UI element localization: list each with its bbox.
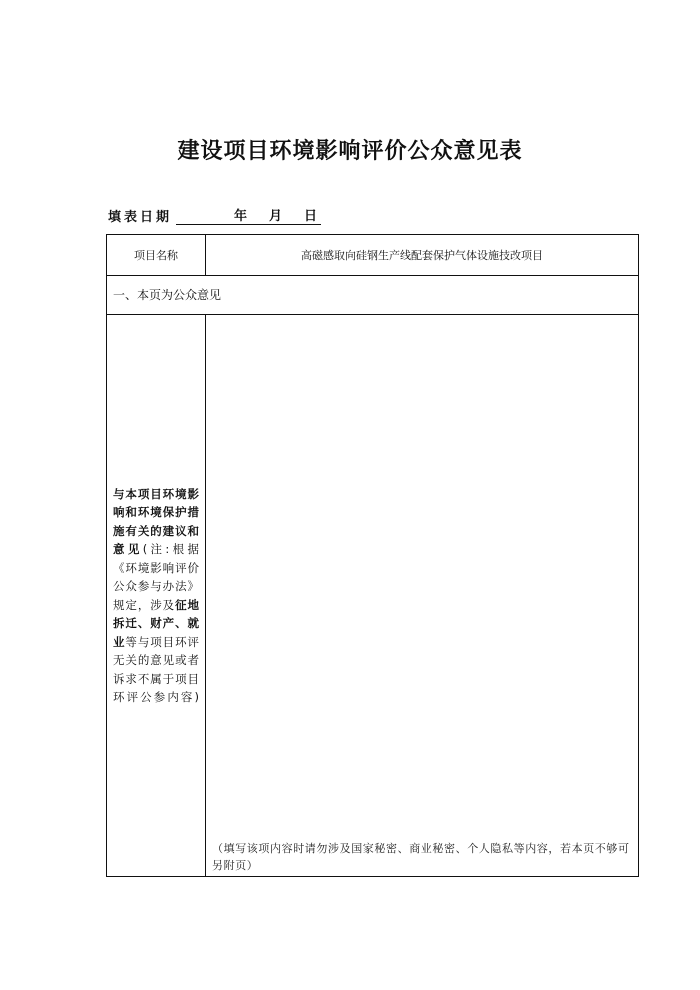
opinion-label-bold-2: 征地拆迁、财产、就业 <box>113 597 200 649</box>
fill-date-label: 填表日期 <box>108 210 173 225</box>
date-day-label: 日 <box>304 209 318 224</box>
section-heading: 一、本页为公众意见 <box>107 275 638 315</box>
opinion-label-note-2: 等与项目环评无关的意见或者诉求不属于项目环评公参内容) <box>113 634 200 704</box>
opinion-note: （填写该项内容时请勿涉及国家秘密、商业秘密、个人隐私等内容，若本页不够可另附页） <box>212 842 630 872</box>
fill-date-field[interactable] <box>108 206 321 225</box>
opinion-label-note-1: (注:根据《环境影响评价公众参与办法》规定，涉及 <box>113 542 199 612</box>
opinion-row <box>107 315 638 876</box>
opinion-label-cell <box>107 315 206 876</box>
opinion-input-area[interactable] <box>206 315 638 876</box>
opinion-label <box>113 485 199 707</box>
project-name-label: 项目名称 <box>107 235 206 275</box>
date-year-label: 年 <box>234 209 248 224</box>
fill-date-blank[interactable] <box>176 206 321 225</box>
date-month-label: 月 <box>269 209 283 224</box>
opinion-label-bold-1: 与本项目环境影响和环境保护措施有关的建议和意见 <box>113 486 199 556</box>
project-name-value: 高磁感取向硅钢生产线配套保护气体设施技改项目 <box>301 249 543 262</box>
page-title: 建设项目环境影响评价公众意见表 <box>177 139 523 164</box>
project-name-row <box>107 235 638 276</box>
opinion-form-table <box>106 234 639 877</box>
